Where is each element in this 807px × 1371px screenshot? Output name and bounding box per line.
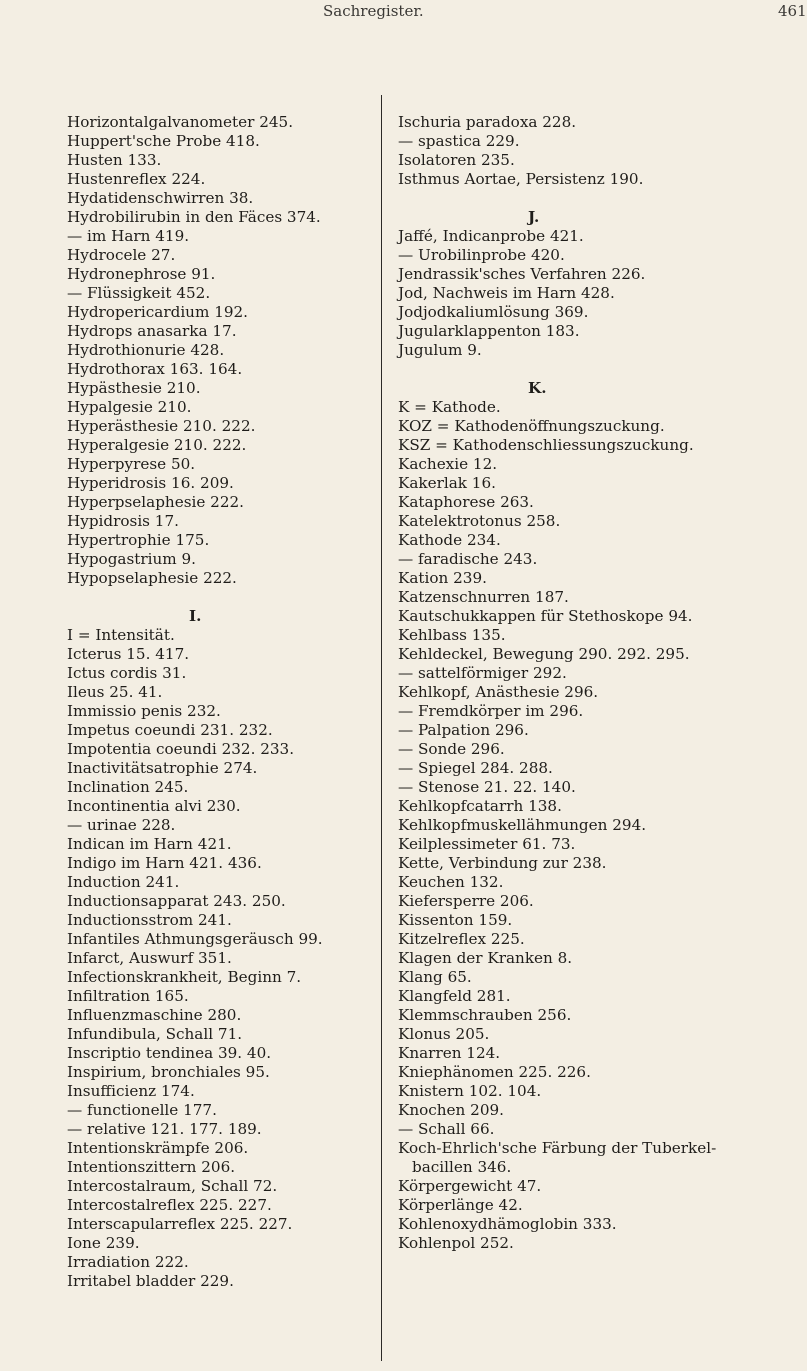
index-entry: Hydrops anasarka 17. xyxy=(67,322,237,340)
index-entry: Keilplessimeter 61. 73. xyxy=(398,835,576,853)
index-entry: Körpergewicht 47. xyxy=(398,1177,542,1195)
index-entry: Hydrothorax 163. 164. xyxy=(67,360,243,378)
index-entry: Induction 241. xyxy=(67,873,180,891)
running-title: Sachregister. xyxy=(323,2,424,20)
index-entry: Kniephänomen 225. 226. xyxy=(398,1063,591,1081)
index-entry: Intercostalraum, Schall 72. xyxy=(67,1177,278,1195)
index-entry: Koch-Ehrlich'sche Färbung der Tuberkel- xyxy=(398,1139,717,1157)
index-entry: Insufficienz 174. xyxy=(67,1082,195,1100)
index-entry: Infectionskrankheit, Beginn 7. xyxy=(67,968,302,986)
index-entry: — Fremdkörper im 296. xyxy=(398,702,584,720)
index-entry: Intentionszittern 206. xyxy=(67,1158,236,1176)
index-entry: Infantiles Athmungsgeräusch 99. xyxy=(67,930,323,948)
index-entry: — Schall 66. xyxy=(398,1120,495,1138)
index-entry: Hydropericardium 192. xyxy=(67,303,249,321)
index-entry: Ione 239. xyxy=(67,1234,140,1252)
index-entry: Incontinentia alvi 230. xyxy=(67,797,241,815)
index-entry: Hydronephrose 91. xyxy=(67,265,216,283)
index-entry: — Sonde 296. xyxy=(398,740,505,758)
section-gap xyxy=(398,360,793,379)
index-entry: K = Kathode. xyxy=(398,398,501,416)
index-entry: Katzenschnurren 187. xyxy=(398,588,569,606)
index-entry: Infiltration 165. xyxy=(67,987,189,1005)
index-entry: Jodjodkaliumlösung 369. xyxy=(398,303,589,321)
index-entry: Klangfeld 281. xyxy=(398,987,511,1005)
index-entry: KOZ = Kathodenöffnungszuckung. xyxy=(398,417,665,435)
index-entry: Katelektrotonus 258. xyxy=(398,512,561,530)
page-header xyxy=(0,2,807,26)
index-entry: Hypästhesie 210. xyxy=(67,379,201,397)
index-entry: Jendrassik'sches Verfahren 226. xyxy=(398,265,646,283)
index-entry: Hyperpselaphesie 222. xyxy=(67,493,244,511)
index-entry: Hypertrophie 175. xyxy=(67,531,210,549)
index-entry: Knistern 102. 104. xyxy=(398,1082,542,1100)
section-letter: I. xyxy=(189,607,202,625)
index-entry: Inspirium, bronchiales 95. xyxy=(67,1063,270,1081)
index-entry: Kitzelreflex 225. xyxy=(398,930,525,948)
index-entry: Kachexie 12. xyxy=(398,455,498,473)
index-entry: Klonus 205. xyxy=(398,1025,490,1043)
index-entry: Infundibula, Schall 71. xyxy=(67,1025,243,1043)
section-letter: J. xyxy=(528,208,540,226)
index-entry: Hypopselaphesie 222. xyxy=(67,569,237,587)
index-entry: Ischuria paradoxa 228. xyxy=(398,113,577,131)
index-entry: Knarren 124. xyxy=(398,1044,501,1062)
index-entry: Inactivitätsatrophie 274. xyxy=(67,759,258,777)
index-entry: Isthmus Aortae, Persistenz 190. xyxy=(398,170,644,188)
index-entry: — Palpation 296. xyxy=(398,721,529,739)
index-entry: Kehlkopfmuskellähmungen 294. xyxy=(398,816,647,834)
index-entry: Hyperästhesie 210. 222. xyxy=(67,417,256,435)
index-entry: Indigo im Harn 421. 436. xyxy=(67,854,262,872)
index-column-right xyxy=(398,113,793,1253)
index-entry: — urinae 228. xyxy=(67,816,176,834)
index-entry: Kissenton 159. xyxy=(398,911,513,929)
index-entry: Klemmschrauben 256. xyxy=(398,1006,572,1024)
index-entry: Kette, Verbindung zur 238. xyxy=(398,854,607,872)
index-entry: Impetus coeundi 231. 232. xyxy=(67,721,273,739)
index-entry: Kautschukkappen für Stethoskope 94. xyxy=(398,607,693,625)
index-entry: Inductionsstrom 241. xyxy=(67,911,232,929)
section-letter: K. xyxy=(528,379,547,397)
index-entry: Kathode 234. xyxy=(398,531,501,549)
index-entry: Hydrothionurie 428. xyxy=(67,341,225,359)
index-entry: Inscriptio tendinea 39. 40. xyxy=(67,1044,272,1062)
index-entry: Ileus 25. 41. xyxy=(67,683,163,701)
index-entry: Inclination 245. xyxy=(67,778,189,796)
index-entry: Jugulum 9. xyxy=(398,341,482,359)
index-entry: Isolatoren 235. xyxy=(398,151,515,169)
index-entry: Hydrocele 27. xyxy=(67,246,176,264)
index-entry: Irritabel bladder 229. xyxy=(67,1272,234,1290)
index-entry: Icterus 15. 417. xyxy=(67,645,190,663)
index-entry: Horizontalgalvanometer 245. xyxy=(67,113,294,131)
index-entry: Kehlkopfcatarrh 138. xyxy=(398,797,562,815)
index-entry: Inductionsapparat 243. 250. xyxy=(67,892,286,910)
index-entry: Influenzmaschine 280. xyxy=(67,1006,242,1024)
index-entry: Körperlänge 42. xyxy=(398,1196,523,1214)
index-entry: Hyperpyrese 50. xyxy=(67,455,196,473)
index-entry: Ictus cordis 31. xyxy=(67,664,187,682)
index-entry: Hypidrosis 17. xyxy=(67,512,179,530)
index-entry: Kiefersperre 206. xyxy=(398,892,534,910)
index-entry: Hydatidenschwirren 38. xyxy=(67,189,254,207)
index-entry: Jod, Nachweis im Harn 428. xyxy=(398,284,615,302)
index-entry: Impotentia coeundi 232. 233. xyxy=(67,740,295,758)
index-entry: Hypogastrium 9. xyxy=(67,550,196,568)
index-entry: Indican im Harn 421. xyxy=(67,835,232,853)
index-entry: Jugularklappenton 183. xyxy=(398,322,580,340)
index-entry: Kohlenoxydhämoglobin 333. xyxy=(398,1215,617,1233)
index-entry: — relative 121. 177. 189. xyxy=(67,1120,262,1138)
index-entry: Klagen der Kranken 8. xyxy=(398,949,573,967)
index-entry: Hydrobilirubin in den Fäces 374. xyxy=(67,208,321,226)
index-entry: Kakerlak 16. xyxy=(398,474,496,492)
column-divider xyxy=(381,95,382,1361)
index-entry: Kehlbass 135. xyxy=(398,626,506,644)
index-column-left xyxy=(67,113,367,1291)
index-entry: — functionelle 177. xyxy=(67,1101,217,1119)
index-entry: Hustenreflex 224. xyxy=(67,170,206,188)
index-entry: — Stenose 21. 22. 140. xyxy=(398,778,576,796)
index-entry: Infarct, Auswurf 351. xyxy=(67,949,232,967)
index-entry: Kataphorese 263. xyxy=(398,493,534,511)
index-entry: Hyperidrosis 16. 209. xyxy=(67,474,234,492)
index-entry: Kohlenpol 252. xyxy=(398,1234,514,1252)
index-entry: — Spiegel 284. 288. xyxy=(398,759,553,777)
index-entry: Interscapularreflex 225. 227. xyxy=(67,1215,293,1233)
section-gap xyxy=(67,588,367,607)
index-entry: Irradiation 222. xyxy=(67,1253,189,1271)
index-entry: bacillen 346. xyxy=(412,1158,512,1176)
index-entry: Hypalgesie 210. xyxy=(67,398,192,416)
index-entry: — sattelförmiger 292. xyxy=(398,664,567,682)
index-entry: Kehldeckel, Bewegung 290. 292. 295. xyxy=(398,645,690,663)
index-entry: Intercostalreflex 225. 227. xyxy=(67,1196,272,1214)
index-entry: Huppert'sche Probe 418. xyxy=(67,132,260,150)
index-entry: Immissio penis 232. xyxy=(67,702,221,720)
index-entry: — Flüssigkeit 452. xyxy=(67,284,211,302)
page-number: 461 xyxy=(778,2,807,20)
index-entry: Jaffé, Indicanprobe 421. xyxy=(398,227,584,245)
index-entry: Hyperalgesie 210. 222. xyxy=(67,436,247,454)
index-entry: Kehlkopf, Anästhesie 296. xyxy=(398,683,599,701)
index-entry: — spastica 229. xyxy=(398,132,520,150)
index-entry: Husten 133. xyxy=(67,151,162,169)
index-entry: Knochen 209. xyxy=(398,1101,504,1119)
index-entry: — im Harn 419. xyxy=(67,227,190,245)
index-entry: Intentionskrämpfe 206. xyxy=(67,1139,249,1157)
index-entry: Keuchen 132. xyxy=(398,873,504,891)
index-entry: — Urobilinprobe 420. xyxy=(398,246,565,264)
index-entry: Kation 239. xyxy=(398,569,487,587)
index-entry: I = Intensität. xyxy=(67,626,175,644)
index-entry: KSZ = Kathodenschliessungszuckung. xyxy=(398,436,694,454)
section-gap xyxy=(398,189,793,208)
index-entry: Klang 65. xyxy=(398,968,472,986)
index-entry: — faradische 243. xyxy=(398,550,538,568)
